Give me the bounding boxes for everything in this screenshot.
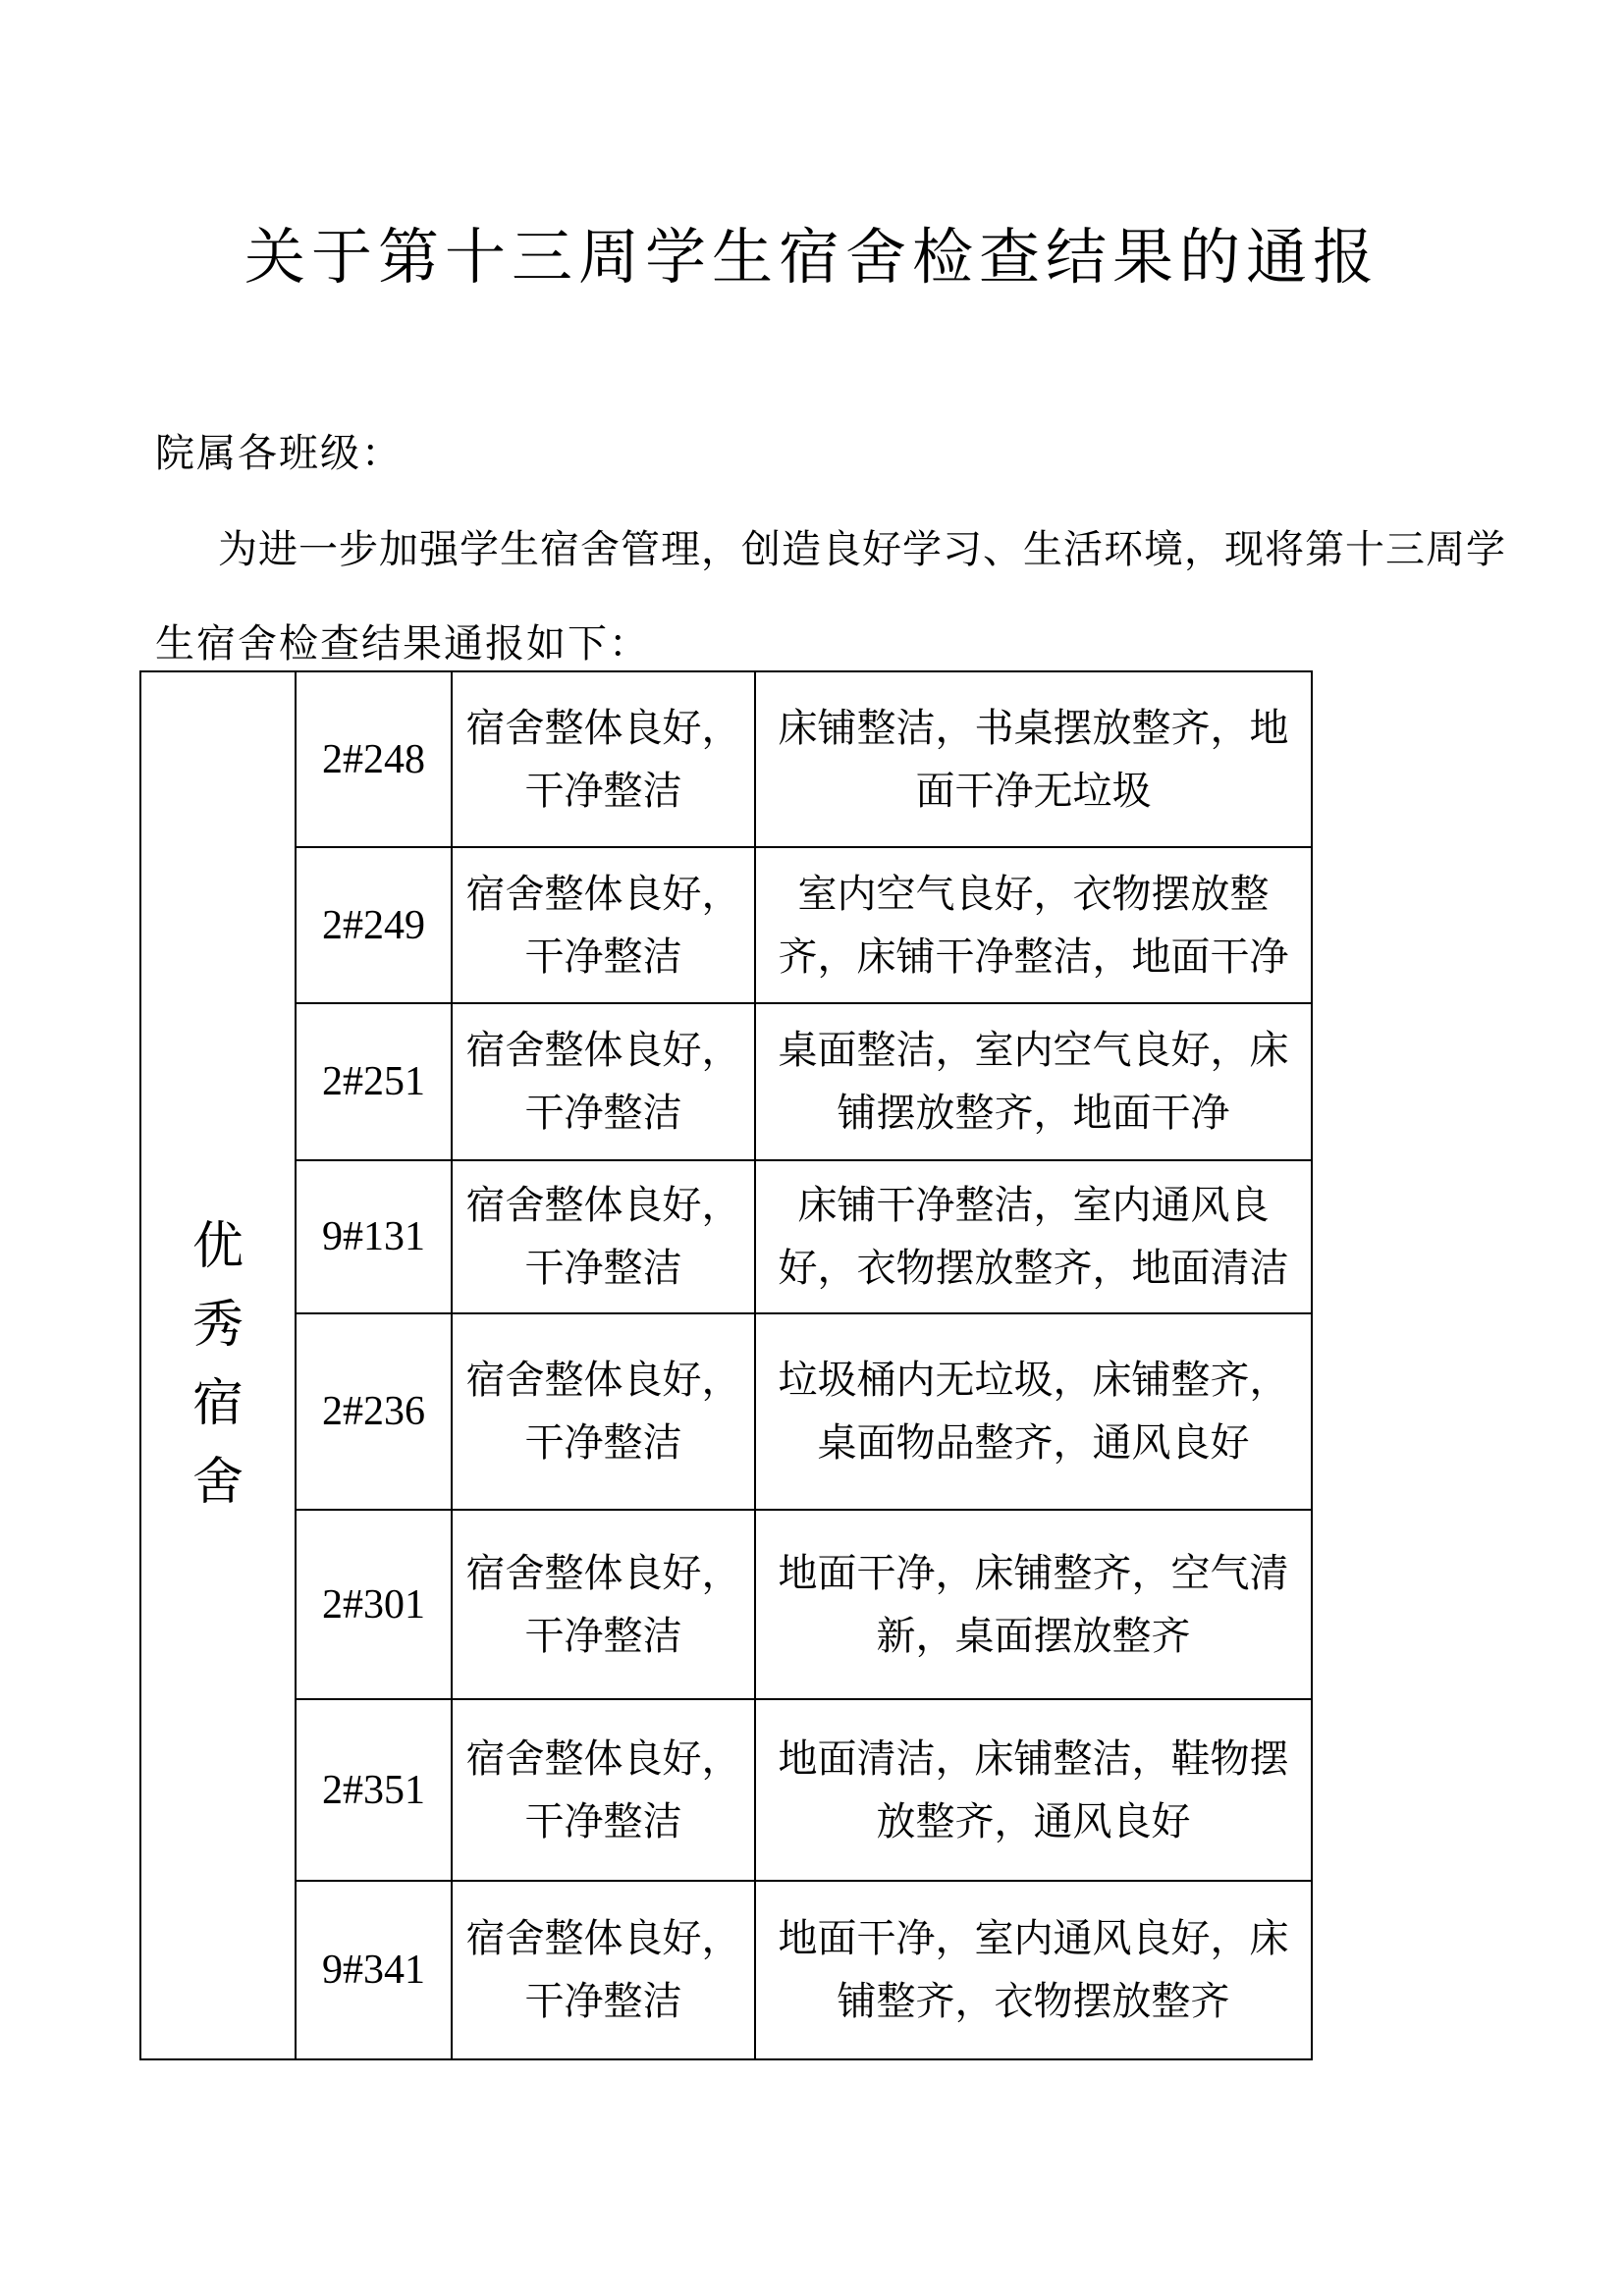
table-row bbox=[140, 671, 1312, 847]
room-number-cell bbox=[296, 847, 452, 1003]
detail-text: 床铺干净整洁，室内通风良好，衣物摆放整齐，地面清洁 bbox=[778, 1183, 1289, 1290]
room-number-cell bbox=[296, 1699, 452, 1881]
table-row bbox=[140, 1003, 1312, 1160]
summary-cell bbox=[452, 671, 755, 847]
room-number: 9#341 bbox=[322, 1948, 425, 1993]
detail-text: 地面干净，室内通风良好，床铺整齐，衣物摆放整齐 bbox=[778, 1916, 1289, 2023]
intro-paragraph-line-1: 为进一步加强学生宿舍管理，创造良好学习、生活环境，现将第十三周学 bbox=[218, 527, 1506, 571]
room-number: 2#249 bbox=[322, 902, 425, 948]
detail-cell bbox=[755, 1699, 1312, 1881]
summary-cell bbox=[452, 1160, 755, 1313]
room-number-cell bbox=[296, 1003, 452, 1160]
room-number: 9#131 bbox=[322, 1214, 425, 1259]
summary-cell bbox=[452, 1313, 755, 1510]
summary-text: 宿舍整体良好，干净整洁 bbox=[465, 705, 741, 813]
salutation-line: 院属各班级： bbox=[155, 431, 403, 475]
summary-text: 宿舍整体良好，干净整洁 bbox=[465, 1550, 741, 1658]
room-number: 2#248 bbox=[322, 736, 425, 782]
detail-text: 垃圾桶内无垃圾，床铺整齐，桌面物品整齐，通风良好 bbox=[778, 1358, 1289, 1465]
detail-cell bbox=[755, 1313, 1312, 1510]
detail-cell bbox=[755, 1160, 1312, 1313]
summary-cell bbox=[452, 1699, 755, 1881]
intro-paragraph-line-2: 生宿舍检查结果通报如下： bbox=[155, 621, 650, 666]
detail-cell bbox=[755, 1510, 1312, 1699]
summary-text: 宿舍整体良好，干净整洁 bbox=[465, 1183, 741, 1290]
summary-text: 宿舍整体良好，干净整洁 bbox=[465, 1735, 741, 1843]
room-number-cell bbox=[296, 1881, 452, 2059]
summary-text: 宿舍整体良好，干净整洁 bbox=[465, 1028, 741, 1135]
room-number: 2#351 bbox=[322, 1767, 425, 1813]
table-row bbox=[140, 1881, 1312, 2059]
detail-cell bbox=[755, 1881, 1312, 2059]
table-row bbox=[140, 1313, 1312, 1510]
detail-text: 地面干净，床铺整齐，空气清新，桌面摆放整齐 bbox=[778, 1550, 1289, 1658]
room-number-cell bbox=[296, 1510, 452, 1699]
table-row bbox=[140, 1699, 1312, 1881]
table-row bbox=[140, 1160, 1312, 1313]
summary-cell bbox=[452, 1510, 755, 1699]
room-number-cell bbox=[296, 1160, 452, 1313]
room-number: 2#301 bbox=[322, 1581, 425, 1628]
detail-text: 地面清洁，床铺整洁，鞋物摆放整齐，通风良好 bbox=[778, 1735, 1289, 1843]
detail-text: 室内空气良好，衣物摆放整齐，床铺干净整洁，地面干净 bbox=[778, 871, 1289, 979]
room-number-cell bbox=[296, 1313, 452, 1510]
detail-text: 桌面整洁，室内空气良好，床铺摆放整齐，地面干净 bbox=[778, 1028, 1289, 1135]
detail-cell bbox=[755, 671, 1312, 847]
summary-text: 宿舍整体良好，干净整洁 bbox=[465, 1916, 741, 2023]
summary-text: 宿舍整体良好，干净整洁 bbox=[465, 1358, 741, 1465]
summary-cell bbox=[452, 1881, 755, 2059]
category-vertical-label: 优秀宿舍 bbox=[191, 1219, 244, 1511]
room-number-cell bbox=[296, 671, 452, 847]
table-row bbox=[140, 1510, 1312, 1699]
summary-text: 宿舍整体良好，干净整洁 bbox=[465, 871, 741, 979]
summary-cell bbox=[452, 1003, 755, 1160]
detail-cell bbox=[755, 1003, 1312, 1160]
detail-text: 床铺整洁，书桌摆放整齐，地面干净无垃圾 bbox=[778, 705, 1289, 813]
category-cell bbox=[140, 671, 296, 2059]
inspection-results-table bbox=[139, 670, 1313, 2060]
document-title: 关于第十三周学生宿舍检查结果的通报 bbox=[244, 225, 1380, 292]
room-number: 2#236 bbox=[322, 1389, 425, 1434]
table-row bbox=[140, 847, 1312, 1003]
room-number: 2#251 bbox=[322, 1059, 425, 1104]
summary-cell bbox=[452, 847, 755, 1003]
detail-cell bbox=[755, 847, 1312, 1003]
